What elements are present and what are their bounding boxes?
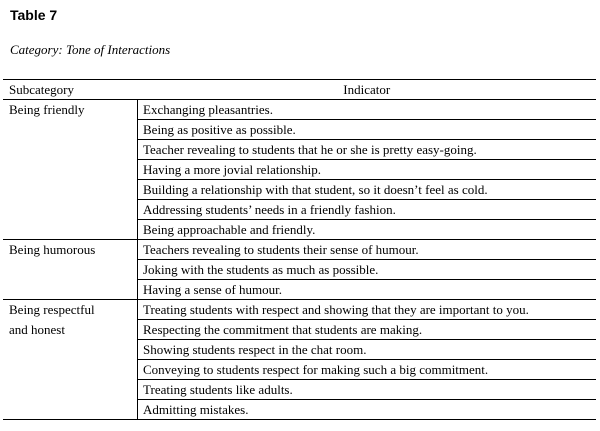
subcategory-cell <box>3 240 138 300</box>
indicator-cell: Teachers revealing to students their sense of humour. <box>138 240 597 260</box>
category-caption: Category: Tone of Interactions <box>10 42 171 57</box>
subcategory-header: Subcategory <box>3 80 138 100</box>
indicator-cell: Showing students respect in the chat room. <box>138 340 597 360</box>
table-row <box>3 100 596 120</box>
indicator-cell: Being approachable and friendly. <box>138 220 597 240</box>
indicator-cell: Treating students with respect and showing that they are important to you. <box>138 300 597 320</box>
table-label: Table 7 <box>10 7 58 23</box>
indicator-header: Indicator <box>138 80 597 100</box>
table-row <box>3 240 596 260</box>
indicator-cell: Exchanging pleasantries. <box>138 100 597 120</box>
subcategory-label-line1: Being respectful <box>9 302 95 317</box>
indicator-cell: Admitting mistakes. <box>138 400 597 420</box>
indicator-cell: Conveying to students respect for making such a big commitment. <box>138 360 597 380</box>
indicator-cell: Respecting the commitment that students are making. <box>138 320 597 340</box>
indicator-cell: Teacher revealing to students that he or she is pretty easy-going. <box>138 140 597 160</box>
subcategory-cell <box>3 100 138 240</box>
indicator-cell: Building a relationship with that student, so it doesn’t feel as cold. <box>138 180 597 200</box>
indicator-cell: Treating students like adults. <box>138 380 597 400</box>
subcategory-cell <box>3 300 138 420</box>
subcategory-label-line2: and honest <box>9 322 65 337</box>
subcategory-label: Being humorous <box>9 242 96 257</box>
indicator-cell: Addressing students’ needs in a friendly fashion. <box>138 200 597 220</box>
indicator-table <box>3 79 596 420</box>
table-row <box>3 300 596 320</box>
indicator-cell: Being as positive as possible. <box>138 120 597 140</box>
indicator-cell: Having a more jovial relationship. <box>138 160 597 180</box>
subcategory-label: Being friendly <box>9 102 85 117</box>
indicator-cell: Joking with the students as much as possible. <box>138 260 597 280</box>
indicator-cell: Having a sense of humour. <box>138 280 597 300</box>
table-header-row <box>3 80 596 100</box>
